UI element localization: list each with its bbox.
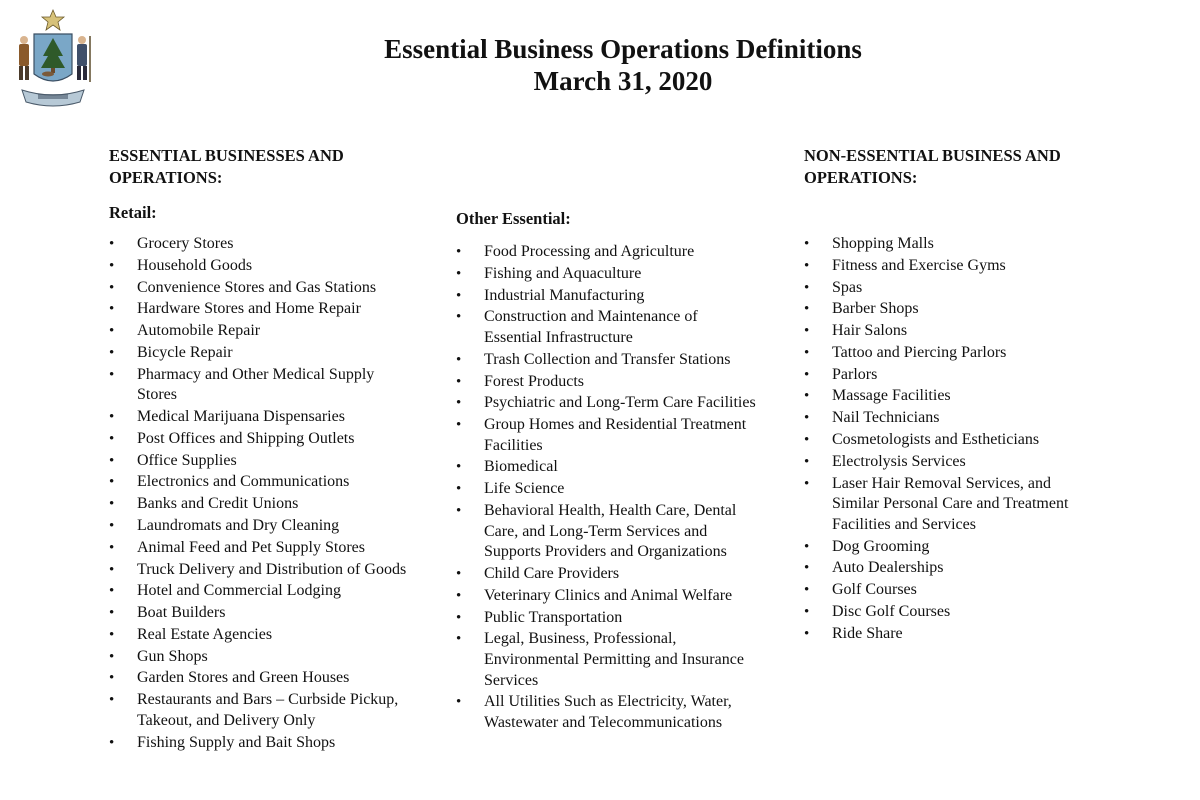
list-item: • Household Goods bbox=[109, 256, 409, 277]
list-item: • Pharmacy and Other Medical Supply Stores bbox=[109, 365, 409, 406]
list-item: • Laser Hair Removal Services, and Similar Personal Care and Treatment Facilities and Services bbox=[804, 474, 1089, 536]
list-item: • Laundromats and Dry Cleaning bbox=[109, 516, 409, 537]
page-title: Essential Business Operations Definitions bbox=[384, 34, 862, 64]
list-item: • Spas bbox=[804, 278, 1089, 299]
other-essential-label: Other Essential: bbox=[456, 209, 571, 228]
list-item: • Industrial Manufacturing bbox=[456, 286, 756, 307]
list-item: • Trash Collection and Transfer Stations bbox=[456, 350, 756, 371]
list-item: • Auto Dealerships bbox=[804, 558, 1089, 579]
other-essential-list bbox=[456, 242, 756, 735]
list-item: • Biomedical bbox=[456, 457, 756, 478]
list-item: • Massage Facilities bbox=[804, 386, 1089, 407]
list-item: • Dog Grooming bbox=[804, 537, 1089, 558]
list-item: • Construction and Maintenance of Essential Infrastructure bbox=[456, 307, 756, 348]
list-item: • Behavioral Health, Health Care, Dental Care, and Long-Term Services and Supports Providers and Organizations bbox=[456, 501, 756, 563]
list-item: • Parlors bbox=[804, 365, 1089, 386]
essential-heading-line1: ESSENTIAL BUSINESSES AND bbox=[109, 146, 344, 165]
list-item: • Group Homes and Residential Treatment Facilities bbox=[456, 415, 756, 456]
list-item: • Animal Feed and Pet Supply Stores bbox=[109, 538, 409, 559]
list-item: • Golf Courses bbox=[804, 580, 1089, 601]
list-item: • Boat Builders bbox=[109, 603, 409, 624]
retail-list bbox=[109, 234, 409, 754]
list-item: • Gun Shops bbox=[109, 647, 409, 668]
list-item: • Restaurants and Bars – Curbside Pickup, Takeout, and Delivery Only bbox=[109, 690, 409, 731]
list-item: • Fishing Supply and Bait Shops bbox=[109, 733, 409, 754]
list-item: • Electronics and Communications bbox=[109, 472, 409, 493]
non-essential-list bbox=[804, 234, 1089, 645]
list-item: • Post Offices and Shipping Outlets bbox=[109, 429, 409, 450]
list-item: • Cosmetologists and Estheticians bbox=[804, 430, 1089, 451]
list-item: • Bicycle Repair bbox=[109, 343, 409, 364]
list-item: • Ride Share bbox=[804, 624, 1089, 645]
list-item: • Garden Stores and Green Houses bbox=[109, 668, 409, 689]
list-item: • Nail Technicians bbox=[804, 408, 1089, 429]
list-item: • Barber Shops bbox=[804, 299, 1089, 320]
list-item: • Hotel and Commercial Lodging bbox=[109, 581, 409, 602]
list-item: • Office Supplies bbox=[109, 451, 409, 472]
list-item: • Hair Salons bbox=[804, 321, 1089, 342]
list-item: • Hardware Stores and Home Repair bbox=[109, 299, 409, 320]
list-item: • Truck Delivery and Distribution of Goods bbox=[109, 560, 409, 581]
list-item: • Food Processing and Agriculture bbox=[456, 242, 756, 263]
list-item: • Electrolysis Services bbox=[804, 452, 1089, 473]
list-item: • Fitness and Exercise Gyms bbox=[804, 256, 1089, 277]
list-item: • Automobile Repair bbox=[109, 321, 409, 342]
retail-label: Retail: bbox=[109, 203, 157, 222]
list-item: • All Utilities Such as Electricity, Water, Wastewater and Telecommunications bbox=[456, 692, 756, 733]
essential-heading-line2: OPERATIONS: bbox=[109, 168, 223, 187]
list-item: • Convenience Stores and Gas Stations bbox=[109, 278, 409, 299]
list-item: • Legal, Business, Professional, Environmental Permitting and Insurance Services bbox=[456, 629, 756, 691]
list-item: • Medical Marijuana Dispensaries bbox=[109, 407, 409, 428]
list-item: • Child Care Providers bbox=[456, 564, 756, 585]
list-item: • Public Transportation bbox=[456, 608, 756, 629]
list-item: • Banks and Credit Unions bbox=[109, 494, 409, 515]
list-item: • Fishing and Aquaculture bbox=[456, 264, 756, 285]
list-item: • Real Estate Agencies bbox=[109, 625, 409, 646]
list-item: • Tattoo and Piercing Parlors bbox=[804, 343, 1089, 364]
page-date: March 31, 2020 bbox=[533, 66, 713, 96]
list-item: • Life Science bbox=[456, 479, 756, 500]
list-item: • Veterinary Clinics and Animal Welfare bbox=[456, 586, 756, 607]
non-essential-heading-line2: OPERATIONS: bbox=[804, 168, 918, 187]
list-item: • Psychiatric and Long-Term Care Facilities bbox=[456, 393, 756, 414]
list-item: • Shopping Malls bbox=[804, 234, 1089, 255]
non-essential-heading bbox=[804, 145, 1061, 189]
non-essential-heading-line1: NON-ESSENTIAL BUSINESS AND bbox=[804, 146, 1061, 165]
list-item: • Disc Golf Courses bbox=[804, 602, 1089, 623]
list-item: • Forest Products bbox=[456, 372, 756, 393]
essential-heading bbox=[109, 145, 344, 189]
list-item: • Grocery Stores bbox=[109, 234, 409, 255]
